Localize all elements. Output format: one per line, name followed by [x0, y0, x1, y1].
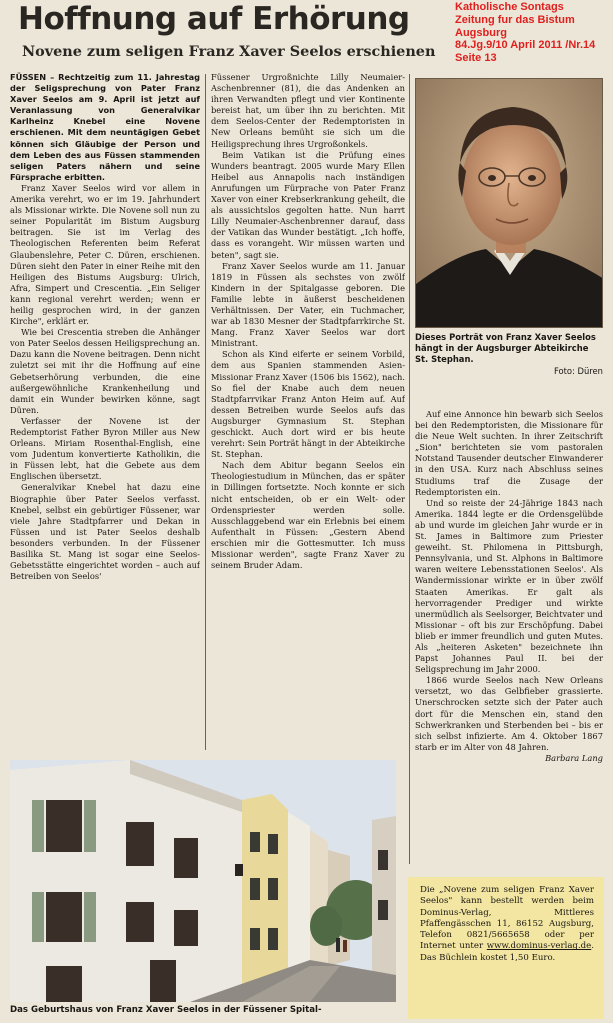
order-info-price: . Das Büchlein kostet 1,50 Euro. [420, 941, 594, 963]
paragraph: Auf eine Annonce hin bewarb sich Seelos bei den Redemptoristen, die Missionare für die Neue Welt suchten. In ihrer Zeitschrift „Sion" berichteten sie vom pastoralen Notstand Tausender deutscher Einwanderer in den USA. Kurz nach Abschluss seines Studiums traf die Zusage der Redemptoristen ein. [415, 409, 603, 497]
byline: Barbara Lang [545, 752, 603, 763]
paragraph: Verfasser der Novene ist der Redemptorist Father Byron Miller aus New Orleans. Miriam Rosenthal-English, eine vom Judentum konvertierte Katholikin, die in Füssen lebt, hat die Gebete aus dem Englischen übersetzt. [10, 415, 200, 482]
article-column-2 [211, 72, 405, 752]
paragraph: Franz Xaver Seelos wird vor allem in Amerika verehrt, wo er im 19. Jahrhundert als Missionar wirkte. Die Novene soll nun zu seiner Popularität im Bistum Augsburg beitragen. Sie ist im Verlag des Theologischen Referenten beim Referat Glaubenslehre, Peter C. Düren, erschienen. Düren sieht den Pater in einer Reihe mit den Heiligen des Bistums Augsburg: Ulrich, Afra, Simpert und Crescentia. „Ein Seliger kann regional verehrt werden; wenn er heilig gesprochen wird, in der ganzen Kirche", erklärt er. [10, 182, 200, 327]
article-column-1 [10, 72, 200, 752]
paragraph: Schon als Kind eiferte er seinem Vorbild, dem aus Spanien stammenden Asien-Missionar Franz Xaver (1506 bis 1562), nach. So fiel der Knabe auch dem neuen Stadtpfarrvikar Franz Anton Heim auf. Auf dessen Betreiben wurde Seelos aufs das Augsburger Gymnasium St. Stephan geschickt. Auch dort wird er bis heute verehrt: Sein Porträt hängt in der Abteikirche St. Stephan. [211, 349, 405, 460]
paragraph: Nach dem Abitur begann Seelos ein Theologiestudium in München, das er später in Dillingen fortsetzte. Noch konnte er sich nicht entscheiden, ob er ein Welt- oder Ordenspriester werden solle. Ausschlaggebend war ein Erlebnis bei einem Aufenthalt in Füssen: „Gestern Abend erschien mir die Gottesmutter. Ich muss Missionar werden", sagte Franz Xaver zu seinem Bruder Adam. [211, 460, 405, 571]
photo-caption: Das Geburtshaus von Franz Xaver Seelos in der Füssener Spital- [10, 1005, 322, 1015]
source-line: Seite 13 [455, 52, 497, 65]
source-line: 84.Jg.9/10 April 2011 /Nr.14 [455, 39, 596, 52]
source-line: Augsburg [455, 26, 507, 39]
order-info-text: Die „Novene zum seligen Franz Xaver Seelos" kann bestellt werden beim Dominus-Verlag, Mittleres Pfaffengässchen 11, 86152 Augsburg, Telefon 0821/5665658 oder per Internet unter [420, 885, 594, 952]
column-divider [205, 74, 206, 750]
street-photo [10, 760, 396, 1002]
source-line: Zeitung fur das Bistum [455, 13, 575, 26]
paragraph: Franz Xaver Seelos wurde am 11. Januar 1819 in Füssen als sechstes von zwölf Kindern in der Spitalgasse geboren. Die Familie lebte in äußerst bescheidenen Verhältnissen. Der Vater, ein Tuchmacher, war ab 1830 Mesner der Stadtpfarrkirche St. Mang. Franz Xaver Seelos war dort Ministrant. [211, 260, 405, 349]
photo-credit: Foto: Düren [553, 365, 603, 376]
paragraph: Beim Vatikan ist die Prüfung eines Wunders beantragt. 2005 wurde Mary Ellen Heibel aus Annapolis nach inständigen Anrufungen um Fürprache von Pater Franz Xaver von einer Krebserkrankung geheilt, die als aussichtslos gegolten hatte. Nun harrt Lilly Neumaier-Aschenbrenner darauf, dass der Vatikan das Wunder bestätigt. „Ich hoffe, dass es vorangeht. Wir müssen warten und beten", sagt sie. [211, 149, 405, 260]
street-illustration [10, 760, 396, 1002]
article-column-3 [415, 409, 603, 871]
portrait-illustration [416, 79, 603, 328]
source-line: Katholische Sontags [455, 1, 564, 13]
portrait-caption [415, 332, 603, 390]
column-divider [409, 74, 410, 864]
headline: Hoffnung auf Erhörung [18, 1, 410, 37]
publisher-link[interactable]: www.dominus-verlag.de [486, 941, 592, 952]
order-info-box [408, 877, 604, 1019]
article-lead: FÜSSEN – Rechtzeitig zum 11. Jahrestag der Seligsprechung von Pater Franz Xaver Seelos am 9. April ist jetzt auf Veranlassung von Generalvikar Karlheinz Knebel eine Novene erschienen. Mit dem neuntägigen Gebet können sich Gläubige der Person und dem Leben des aus Füssen stammenden seligen Paters nähern und seine Fürsprache erbitten. [10, 72, 200, 182]
paragraph: 1866 wurde Seelos nach New Orleans versetzt, wo das Gelbfieber grassierte. Unerschrocken setzte sich der Pater auch dort für die Menschen ein, stand den Schwerkranken und Sterbenden bei – bis er sich selbst infizierte. Am 4. Oktober 1867 starb er im Alter von 48 Jahren. [415, 675, 603, 752]
paragraph: Und so reiste der 24-Jährige 1843 nach Amerika. 1844 legte er die Ordensgelübde ab und wurde im gleichen Jahr wurde er in St. James in Baltimore zum Priester geweiht. St. Philomena in Pittsburgh, Pennsylvania, und St. Alphons in Baltimore waren weitere Lebensstationen Seelos'. Als Wandermissionar wirkte er in über zwölf Staaten Amerikas. Er galt als hervorragender Prediger und wirkte unermüdlich als Seelsorger, Beichtvater und Missionar – oft bis zur Erschöpfung. Dabei blieb er immer freundlich und guten Mutes. Als „heiteren Asketen" bezeichnete ihn Papst Johannes Paul II. bei der Seligsprechung im Jahr 2000. [415, 497, 603, 675]
subheadline: Novene zum seligen Franz Xaver Seelos erschienen [22, 43, 436, 60]
portrait-caption-text: Dieses Porträt von Franz Xaver Seelos hängt in der Augsburger Abteikirche St. Stephan. [415, 332, 596, 365]
paragraph: Generalvikar Knebel hat dazu eine Biographie über Pater Seelos verfasst. Knebel, selbst ein gebürtiger Füssener, war viele Jahre Stadtpfarrer und Dekan in Füssen und ist Pater Seelos deshalb besonders verbunden. In der Füssener Basilika St. Mang ist sogar eine Seelos-Gebetsstätte eingerichtet worden – auch auf Betreiben von Seelos' [10, 482, 200, 582]
paragraph: Wie bei Crescentia streben die Anhänger von Pater Seelos dessen Heiligsprechung an. Dazu kann die Novene beitragen. Denn nicht zuletzt sei mit ihr die Hoffnung auf eine Gebetserhörung verbunden, die eine außergewöhnliche Krankenheilung und damit ein Wunder bewirken könne, sagt Düren. [10, 327, 200, 415]
paragraph: Füssener Urgroßnichte Lilly Neumaier-Aschenbrenner (81), die das Andenken an ihren Verwandten pflegt und vier Kontinente bereist hat, um über ihn zu berichten. Mit dem Seelos-Center der Redemptoristen in New Orleans bemüht sie sich um die Heiligsprechung ihres Urgroßonkels. [211, 72, 405, 149]
portrait-image [415, 78, 603, 328]
source-note [455, 1, 613, 69]
